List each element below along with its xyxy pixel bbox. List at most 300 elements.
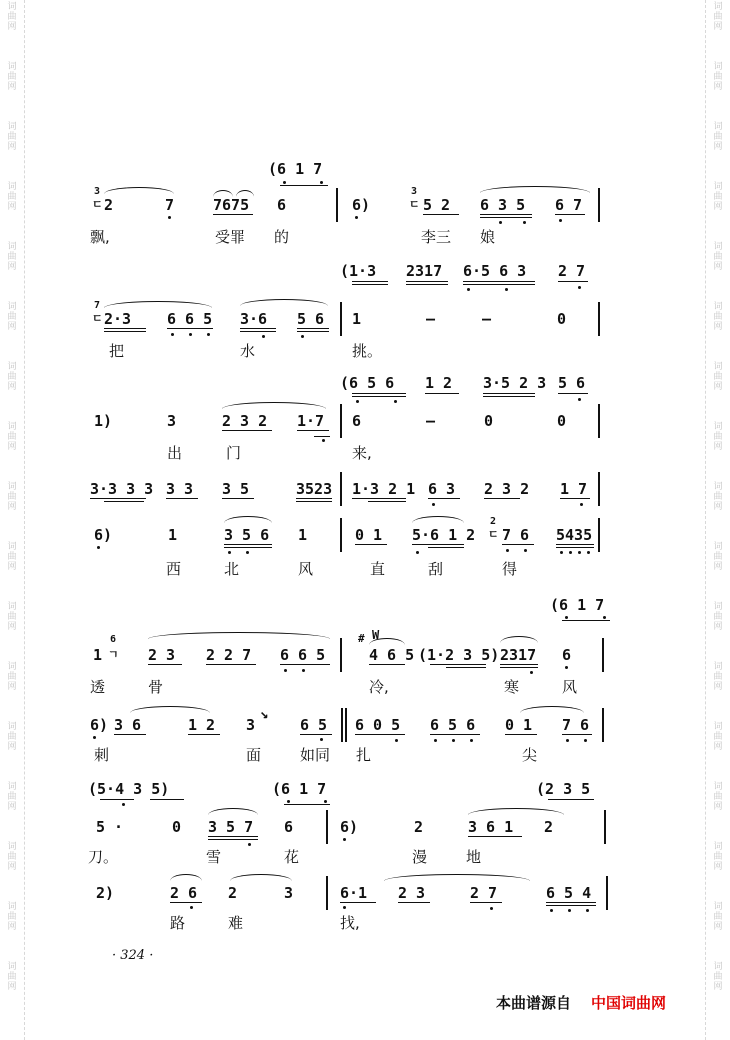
slur bbox=[230, 874, 292, 881]
note-dot bbox=[580, 503, 583, 506]
note: 1 bbox=[168, 526, 178, 544]
note-dot bbox=[395, 739, 398, 742]
lyric: 水 bbox=[240, 342, 256, 360]
underline bbox=[556, 547, 594, 548]
watermark-text: 词 曲 网 bbox=[7, 302, 17, 332]
grace-mark: ㄷ bbox=[488, 528, 499, 541]
slur bbox=[130, 706, 210, 713]
note-dot bbox=[523, 221, 526, 224]
underline bbox=[148, 664, 182, 665]
slur bbox=[480, 186, 590, 193]
watermark-text: 词 曲 网 bbox=[7, 122, 17, 152]
underline bbox=[280, 664, 330, 665]
slur bbox=[148, 632, 330, 639]
note-dot bbox=[530, 671, 533, 674]
note-dot bbox=[171, 333, 174, 336]
lyric: 如同 bbox=[300, 746, 331, 764]
lyric: 地 bbox=[466, 848, 482, 866]
intro-phrase: (5·4 3 5) bbox=[88, 780, 170, 798]
underline bbox=[224, 547, 272, 548]
underline bbox=[484, 498, 520, 499]
underline bbox=[213, 214, 253, 215]
lyric: 娘 bbox=[480, 228, 496, 246]
note: 6 0 5 bbox=[355, 716, 401, 734]
lyric: 得 bbox=[502, 560, 518, 578]
note: 2 bbox=[228, 884, 238, 902]
note: 7675 bbox=[213, 196, 250, 214]
watermark-text: 词 曲 网 bbox=[7, 602, 17, 632]
watermark-text: 词 曲 网 bbox=[713, 602, 723, 632]
underline bbox=[483, 393, 535, 394]
note-dot bbox=[93, 736, 96, 739]
slur bbox=[208, 808, 258, 815]
watermark-text: 词 曲 网 bbox=[7, 2, 17, 32]
source-site-link[interactable]: 中国词曲网 bbox=[591, 994, 667, 1012]
lyric: 来, bbox=[352, 444, 372, 462]
watermark-text: 词 曲 网 bbox=[713, 302, 723, 332]
underline bbox=[352, 498, 406, 499]
note-dot bbox=[283, 181, 286, 184]
lyric: 受罪 bbox=[215, 228, 246, 246]
watermark-text: 词 曲 网 bbox=[7, 242, 17, 272]
note: 1·7 bbox=[297, 412, 325, 430]
intro-phrase: (6 1 7 bbox=[550, 596, 605, 614]
lyric: 尖 bbox=[522, 746, 538, 764]
note: 3 bbox=[284, 884, 294, 902]
note: 6 bbox=[284, 818, 294, 836]
note-dot bbox=[490, 907, 493, 910]
bar-line bbox=[340, 472, 342, 506]
note: 3 5 6 bbox=[224, 526, 270, 544]
note-dot bbox=[343, 838, 346, 841]
underline bbox=[352, 281, 388, 282]
underline bbox=[428, 498, 460, 499]
underline bbox=[412, 544, 464, 545]
underline bbox=[170, 902, 202, 903]
watermark-text: 词 曲 网 bbox=[713, 722, 723, 752]
left-watermark-column bbox=[0, 0, 25, 1040]
underline bbox=[369, 664, 405, 665]
dash: — bbox=[482, 310, 492, 328]
note: 3 bbox=[246, 716, 256, 734]
note: 5 · bbox=[96, 818, 124, 836]
underline bbox=[406, 281, 448, 282]
note-dot bbox=[506, 549, 509, 552]
watermark-text: 词 曲 网 bbox=[7, 902, 17, 932]
lyric: 把 bbox=[109, 342, 125, 360]
slur bbox=[468, 808, 564, 815]
note-dot bbox=[470, 739, 473, 742]
note-dot bbox=[122, 803, 125, 806]
note: (1·2 3 5) bbox=[418, 646, 500, 664]
underline bbox=[314, 436, 330, 437]
watermark-text: 词 曲 网 bbox=[7, 62, 17, 92]
underline bbox=[446, 667, 486, 668]
note-dot bbox=[587, 551, 590, 554]
underline bbox=[425, 393, 459, 394]
underline bbox=[284, 804, 330, 805]
underline bbox=[90, 498, 146, 499]
lyric: 难 bbox=[228, 914, 244, 932]
note-dot bbox=[190, 906, 193, 909]
lyric: 风 bbox=[298, 560, 314, 578]
note: 1) bbox=[94, 412, 113, 430]
underline bbox=[240, 331, 276, 332]
note: 2 bbox=[104, 196, 114, 214]
note: 7 bbox=[165, 196, 175, 214]
underline bbox=[368, 501, 406, 502]
lyric: 飘, bbox=[90, 228, 110, 246]
note: 1·3 2 1 bbox=[352, 480, 416, 498]
underline bbox=[468, 836, 522, 837]
intro-phrase: 6·5 6 3 bbox=[463, 262, 527, 280]
underline bbox=[483, 396, 535, 397]
watermark-text: 词 曲 网 bbox=[7, 962, 17, 992]
note-dot bbox=[565, 616, 568, 619]
underline bbox=[104, 328, 146, 329]
intro-phrase: (6 1 7 bbox=[268, 160, 323, 178]
underline bbox=[300, 734, 332, 735]
lyric: 刮 bbox=[428, 560, 444, 578]
note: 4 6 5 bbox=[369, 646, 415, 664]
watermark-text: 词 曲 网 bbox=[713, 902, 723, 932]
underline bbox=[188, 734, 220, 735]
note: 6) bbox=[352, 196, 371, 214]
watermark-text: 词 曲 网 bbox=[713, 842, 723, 872]
note: 1 bbox=[352, 310, 362, 328]
underline bbox=[428, 547, 464, 548]
note-dot bbox=[578, 286, 581, 289]
grace-mark: ㄷ bbox=[409, 198, 420, 211]
note: 3 5 7 bbox=[208, 818, 254, 836]
bar-line bbox=[598, 404, 600, 438]
note-dot bbox=[322, 439, 325, 442]
page-number: · 324 · bbox=[112, 948, 154, 963]
note-dot bbox=[452, 739, 455, 742]
note-dot bbox=[301, 335, 304, 338]
lyric: 找, bbox=[340, 914, 360, 932]
lyric: 的 bbox=[274, 228, 290, 246]
note: 6) bbox=[94, 526, 113, 544]
underline bbox=[208, 836, 258, 837]
slur bbox=[384, 874, 530, 881]
note-dot bbox=[434, 739, 437, 742]
note-dot bbox=[603, 616, 606, 619]
lyric: 漫 bbox=[412, 848, 428, 866]
note-dot bbox=[560, 551, 563, 554]
watermark-text: 词 曲 网 bbox=[713, 542, 723, 572]
lyric: 门 bbox=[226, 444, 242, 462]
underline bbox=[352, 284, 388, 285]
note: 2 3 bbox=[398, 884, 426, 902]
underline bbox=[470, 902, 502, 903]
underline bbox=[562, 620, 610, 621]
lyric: 挑。 bbox=[352, 342, 383, 360]
bar-line bbox=[604, 810, 606, 844]
underline bbox=[480, 214, 532, 215]
slur bbox=[500, 636, 538, 643]
underline bbox=[100, 799, 134, 800]
underline bbox=[355, 734, 405, 735]
lyric: 花 bbox=[284, 848, 300, 866]
rest: 0 bbox=[484, 412, 494, 430]
intro-phrase: (6 1 7 bbox=[272, 780, 327, 798]
underline bbox=[463, 281, 535, 282]
note: 2 bbox=[544, 818, 554, 836]
underline bbox=[562, 734, 592, 735]
note: 2 2 7 bbox=[206, 646, 252, 664]
watermark-text: 词 曲 网 bbox=[7, 782, 17, 812]
note-dot bbox=[343, 906, 346, 909]
bar-line bbox=[340, 302, 342, 336]
note-dot bbox=[499, 221, 502, 224]
note: 5 6 bbox=[297, 310, 325, 328]
underline bbox=[104, 501, 144, 502]
note-dot bbox=[578, 551, 581, 554]
bar-line bbox=[341, 708, 343, 742]
watermark-text: 词 曲 网 bbox=[713, 422, 723, 452]
note-dot bbox=[505, 288, 508, 291]
underline bbox=[297, 328, 329, 329]
watermark-text: 词 曲 网 bbox=[7, 722, 17, 752]
note-dot bbox=[586, 909, 589, 912]
note: 2 3 2 bbox=[484, 480, 530, 498]
intro-phrase: 5 6 bbox=[558, 374, 586, 392]
dash: — bbox=[426, 310, 436, 328]
slur bbox=[213, 190, 233, 197]
watermark-text: 词 曲 网 bbox=[713, 782, 723, 812]
underline bbox=[352, 396, 406, 397]
note-dot bbox=[565, 666, 568, 669]
lyric: 骨 bbox=[148, 678, 164, 696]
slur bbox=[222, 402, 326, 409]
watermark-text: 词 曲 网 bbox=[713, 662, 723, 692]
underline bbox=[546, 905, 596, 906]
note: 3 6 1 bbox=[468, 818, 514, 836]
note-dot bbox=[189, 333, 192, 336]
note: 2 3 bbox=[148, 646, 176, 664]
lyric: 西 bbox=[166, 560, 182, 578]
note-dot bbox=[569, 551, 572, 554]
underline bbox=[558, 281, 588, 282]
note: 6 3 5 bbox=[480, 196, 526, 214]
watermark-text: 词 曲 网 bbox=[7, 422, 17, 452]
underline bbox=[280, 185, 328, 186]
grace-note: 7 bbox=[94, 300, 101, 311]
note: 3523 bbox=[296, 480, 333, 498]
source-prefix: 本曲谱源自 bbox=[496, 994, 572, 1012]
underline bbox=[166, 498, 198, 499]
note: 2 7 bbox=[470, 884, 498, 902]
note: 5435 bbox=[556, 526, 593, 544]
ornament-mark: W bbox=[372, 628, 380, 642]
slur bbox=[104, 187, 174, 194]
bar-line bbox=[598, 518, 600, 552]
note-dot bbox=[262, 335, 265, 338]
note-dot bbox=[246, 551, 249, 554]
slur bbox=[236, 190, 254, 197]
lyric: 路 bbox=[170, 914, 186, 932]
note: 6 5 6 bbox=[430, 716, 476, 734]
note-dot bbox=[566, 739, 569, 742]
note-dot bbox=[584, 739, 587, 742]
underline bbox=[423, 214, 459, 215]
note: 6) bbox=[90, 716, 109, 734]
note: 2) bbox=[96, 884, 115, 902]
note: 0 1 bbox=[505, 716, 533, 734]
intro-phrase: 2317 bbox=[406, 262, 443, 280]
underline bbox=[546, 902, 596, 903]
bar-line bbox=[606, 876, 608, 910]
note: 6 5 4 bbox=[546, 884, 592, 902]
underline bbox=[480, 217, 532, 218]
glide-icon: ↘ bbox=[260, 706, 269, 722]
lyric: 冷, bbox=[369, 678, 389, 696]
bar-line bbox=[345, 708, 347, 742]
note-dot bbox=[578, 398, 581, 401]
note: 2317 bbox=[500, 646, 537, 664]
watermark-text: 词 曲 网 bbox=[713, 242, 723, 272]
underline bbox=[406, 284, 448, 285]
note-dot bbox=[284, 669, 287, 672]
note: 3 bbox=[167, 412, 177, 430]
intro-phrase: (6 5 6 bbox=[340, 374, 395, 392]
grace-note: 3 bbox=[411, 186, 418, 197]
underline bbox=[114, 734, 146, 735]
note: 5·6 1 2 bbox=[412, 526, 476, 544]
lyric: 风 bbox=[562, 678, 578, 696]
grace-note: 3 bbox=[94, 186, 101, 197]
underline bbox=[548, 799, 594, 800]
grace-note: 2 bbox=[490, 516, 497, 527]
note-dot bbox=[228, 551, 231, 554]
slur bbox=[224, 516, 272, 523]
source-credit bbox=[496, 992, 666, 1013]
note: 6·1 bbox=[340, 884, 368, 902]
right-watermark-column bbox=[705, 0, 730, 1040]
note-dot bbox=[302, 669, 305, 672]
intro-phrase: 3·5 2 3 bbox=[483, 374, 547, 392]
lyric: 面 bbox=[246, 746, 262, 764]
bar-line bbox=[598, 302, 600, 336]
watermark-text: 词 曲 网 bbox=[7, 842, 17, 872]
watermark-text: 词 曲 网 bbox=[7, 662, 17, 692]
note: 6 6 5 bbox=[167, 310, 213, 328]
note: 6 3 bbox=[428, 480, 456, 498]
note-dot bbox=[416, 551, 419, 554]
underline bbox=[296, 501, 332, 502]
underline bbox=[297, 430, 329, 431]
note: 3 6 bbox=[114, 716, 142, 734]
lyric: 扎 bbox=[356, 746, 372, 764]
slur bbox=[240, 299, 328, 306]
bar-line bbox=[602, 638, 604, 672]
underline bbox=[222, 498, 254, 499]
watermark-text: 词 曲 网 bbox=[713, 182, 723, 212]
grace-mark: ㄷ bbox=[92, 312, 103, 325]
lyric: 刀。 bbox=[88, 848, 119, 866]
underline bbox=[167, 328, 213, 329]
note: 5 2 bbox=[423, 196, 451, 214]
watermark-text: 词 曲 网 bbox=[713, 2, 723, 32]
slur bbox=[520, 706, 584, 713]
underline bbox=[463, 284, 535, 285]
note: 2 6 bbox=[170, 884, 198, 902]
bar-line bbox=[598, 188, 600, 222]
rest: 0 bbox=[557, 412, 567, 430]
underline bbox=[500, 664, 538, 665]
note-dot bbox=[168, 216, 171, 219]
lyric: 北 bbox=[224, 560, 240, 578]
note: 1 bbox=[93, 646, 103, 664]
intro-phrase: 2 7 bbox=[558, 262, 586, 280]
note: 3 5 bbox=[222, 480, 250, 498]
underline bbox=[430, 664, 486, 665]
note-dot bbox=[467, 288, 470, 291]
note-dot bbox=[524, 549, 527, 552]
bar-line bbox=[336, 188, 338, 222]
lyric: 透 bbox=[90, 678, 106, 696]
note: 6 bbox=[352, 412, 362, 430]
rest: 0 bbox=[172, 818, 182, 836]
note: 7 6 bbox=[502, 526, 530, 544]
note-dot bbox=[568, 909, 571, 912]
rest: 0 bbox=[557, 310, 567, 328]
intro-phrase: (2 3 5 bbox=[536, 780, 591, 798]
note-dot bbox=[97, 546, 100, 549]
underline bbox=[500, 667, 538, 668]
grace-mark: ㄷ bbox=[92, 198, 103, 211]
watermark-text: 词 曲 网 bbox=[713, 122, 723, 152]
underline bbox=[104, 331, 146, 332]
note-dot bbox=[394, 400, 397, 403]
note: 1 7 bbox=[560, 480, 588, 498]
underline bbox=[556, 544, 594, 545]
underline bbox=[296, 498, 332, 499]
note-dot bbox=[320, 181, 323, 184]
watermark-text: 词 曲 网 bbox=[7, 182, 17, 212]
underline bbox=[222, 430, 272, 431]
lyric: 出 bbox=[167, 444, 183, 462]
note: 2 bbox=[414, 818, 424, 836]
underline bbox=[355, 544, 387, 545]
note: 6 bbox=[562, 646, 572, 664]
bar-line bbox=[340, 518, 342, 552]
bar-line bbox=[340, 638, 342, 672]
bar-line bbox=[326, 876, 328, 910]
underline bbox=[240, 328, 276, 329]
underline bbox=[555, 214, 585, 215]
slur bbox=[170, 874, 202, 881]
note: 2 3 2 bbox=[222, 412, 268, 430]
underline bbox=[150, 799, 184, 800]
slur bbox=[104, 301, 212, 308]
slur bbox=[412, 516, 464, 523]
note: 6 bbox=[277, 196, 287, 214]
note-dot bbox=[287, 800, 290, 803]
note-dot bbox=[324, 800, 327, 803]
grace-note: 6 bbox=[110, 634, 117, 645]
underline bbox=[502, 544, 534, 545]
dash: — bbox=[426, 412, 436, 430]
note: 1 bbox=[298, 526, 308, 544]
note: 3 3 bbox=[166, 480, 194, 498]
underline bbox=[224, 544, 272, 545]
underline bbox=[558, 393, 588, 394]
note: 6 7 bbox=[555, 196, 583, 214]
watermark-text: 词 曲 网 bbox=[7, 542, 17, 572]
bar-line bbox=[598, 472, 600, 506]
